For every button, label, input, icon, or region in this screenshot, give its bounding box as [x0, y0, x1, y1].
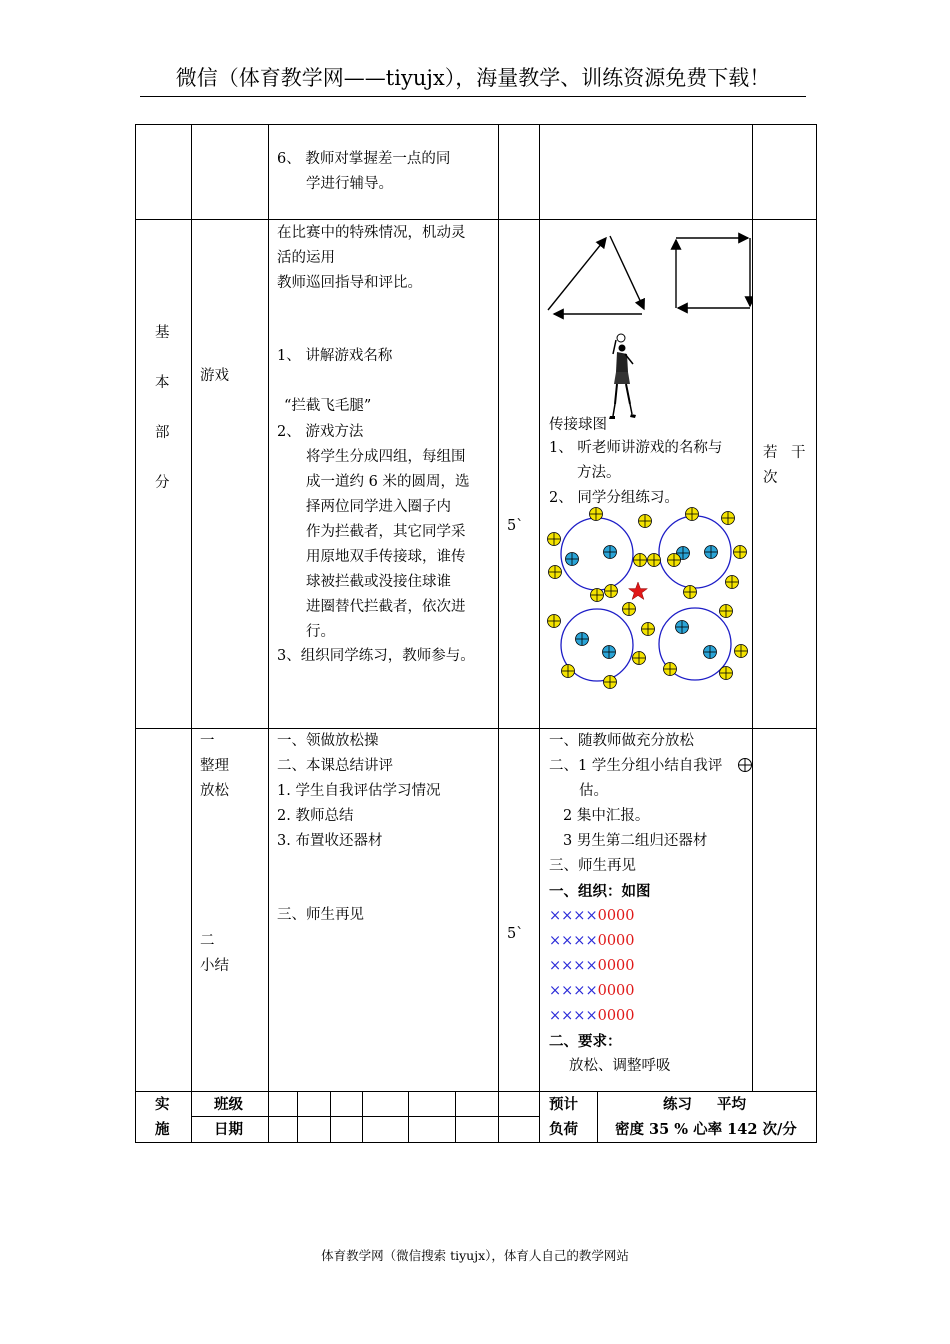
col-divider	[408, 1091, 409, 1143]
implementation-label: 施	[155, 1121, 170, 1138]
content-line: 二、本课总结讲评	[277, 758, 393, 774]
page-header: 微信（体育教学网——tiyujx），海量教学、训练资源免费下载！	[175, 66, 771, 90]
date-label: 日期	[214, 1121, 243, 1138]
average-label: 平均	[717, 1096, 746, 1113]
row-divider	[135, 728, 816, 729]
content-line: 球被拦截或没接住球谁	[306, 574, 451, 590]
content-line: 择两位同学进入圈子内	[306, 499, 451, 515]
col-divider	[268, 124, 269, 1143]
organization-line: 方法。	[577, 465, 621, 481]
repetition-label: 次	[763, 470, 778, 486]
formation-girls: 0000	[597, 1008, 635, 1024]
class-label: 班级	[214, 1096, 243, 1113]
content-line: 3. 布置收还器材	[277, 833, 383, 849]
formation-boys: ××××	[549, 1008, 598, 1024]
item-label: 小结	[200, 958, 229, 974]
content-line: 用原地双手传接球，谁传	[306, 549, 466, 565]
formation-row	[549, 904, 635, 929]
page-footer: 体育教学网（微信搜索 tiyujx），体育人自己的教学网站	[321, 1248, 629, 1263]
item-label: 一	[200, 733, 215, 749]
organization-line: 2、 同学分组练习。	[549, 490, 679, 506]
table-border-top	[135, 124, 816, 125]
col-divider	[498, 124, 499, 1092]
row-divider	[135, 219, 816, 220]
expected-load-label: 负荷	[549, 1121, 578, 1138]
practice-label: 练习	[663, 1096, 692, 1113]
table-border-left	[135, 124, 136, 1143]
content-line: 一、领做放松操	[277, 733, 379, 749]
content-line: 进圈替代拦截者，依次进	[306, 599, 466, 615]
content-line: 在比赛中的特殊情况，机动灵	[277, 225, 466, 241]
content-line: 作为拦截者，其它同学采	[306, 524, 466, 540]
game-name: “拦截飞毛腿”	[284, 398, 372, 414]
section-label-char: 基	[155, 325, 170, 341]
organization-line: 3 男生第二组归还器材	[563, 833, 708, 849]
content-line: 2、 游戏方法	[277, 424, 364, 440]
col-divider	[191, 124, 192, 1143]
passing-groups-diagram	[540, 504, 752, 700]
section-label-char: 部	[155, 425, 170, 441]
organization-line: 1、 听老师讲游戏的名称与	[549, 440, 723, 456]
organization-line: 估。	[579, 783, 608, 799]
table-border-bottom	[135, 1142, 816, 1143]
col-divider	[362, 1091, 363, 1143]
formation-row	[549, 954, 635, 979]
requirement-heading: 二、要求：	[549, 1033, 622, 1050]
content-line: 将学生分成四组，每组围	[306, 449, 466, 465]
formation-boys: ××××	[549, 908, 598, 924]
row-divider	[191, 1116, 539, 1117]
col-divider	[297, 1091, 298, 1143]
content-line: 1. 学生自我评估学习情况	[277, 783, 441, 799]
requirement-text: 放松、调整呼吸	[569, 1058, 671, 1074]
player-marker-icon	[737, 757, 753, 773]
table-border-right	[816, 124, 817, 1143]
item-label: 游戏	[200, 368, 229, 384]
formation-row	[549, 929, 635, 954]
repetition-label: 若	[763, 445, 778, 461]
col-divider	[455, 1091, 456, 1143]
formation-girls: 0000	[597, 933, 635, 949]
col-divider	[498, 1091, 499, 1143]
formation-row	[549, 1004, 635, 1029]
repetition-label: 干	[791, 445, 806, 461]
content-line: 行。	[306, 624, 335, 640]
organization-line: 三、师生再见	[549, 858, 636, 874]
basketball-player-icon	[603, 332, 639, 422]
organization-line: 一、随教师做充分放松	[549, 733, 694, 749]
time-value: 5`	[507, 926, 524, 942]
section-label-char: 分	[155, 475, 170, 491]
formation-girls: 0000	[597, 958, 635, 974]
formation-boys: ××××	[549, 983, 598, 999]
organization-line: 二、1 学生分组小结自我评	[549, 758, 723, 774]
content-line: 2. 教师总结	[277, 808, 354, 824]
lesson-plan-table	[135, 124, 816, 1143]
formation-girls: 0000	[597, 908, 635, 924]
content-line: 三、师生再见	[277, 907, 364, 923]
content-line: 活的运用	[277, 250, 335, 266]
content-line: 教师巡回指导和评比。	[277, 275, 422, 291]
formation-row	[549, 979, 635, 1004]
density-heart-rate: 密度 35 % 心率 142 次/分	[615, 1121, 797, 1138]
content-line: 1、 讲解游戏名称	[277, 348, 393, 364]
header-rule	[140, 96, 806, 97]
diagram-caption: 传接球图	[549, 417, 607, 433]
implementation-label: 实	[155, 1096, 170, 1113]
formation-girls: 0000	[597, 983, 635, 999]
section-label-char: 本	[155, 375, 170, 391]
content-line: 3、组织同学练习，教师参与。	[277, 648, 475, 664]
formation-boys: ××××	[549, 958, 598, 974]
organization-heading: 一、组织：如图	[549, 883, 651, 900]
item-label: 二	[200, 933, 215, 949]
time-value: 5`	[507, 518, 524, 534]
expected-load-label: 预计	[549, 1096, 578, 1113]
teacher-star-icon	[629, 582, 648, 600]
col-divider	[330, 1091, 331, 1143]
col-divider	[752, 124, 753, 1092]
item-label: 整理	[200, 758, 229, 774]
content-line: 成一道约 6 米的圆周，选	[306, 474, 470, 490]
organization-line: 2 集中汇报。	[563, 808, 650, 824]
col-divider	[597, 1091, 598, 1143]
formation-boys: ××××	[549, 933, 598, 949]
content-line: 6、 教师对掌握差一点的同	[277, 151, 451, 167]
passing-route-diagram	[540, 224, 752, 320]
item-label: 放松	[200, 783, 229, 799]
content-line: 学进行辅导。	[306, 176, 393, 192]
